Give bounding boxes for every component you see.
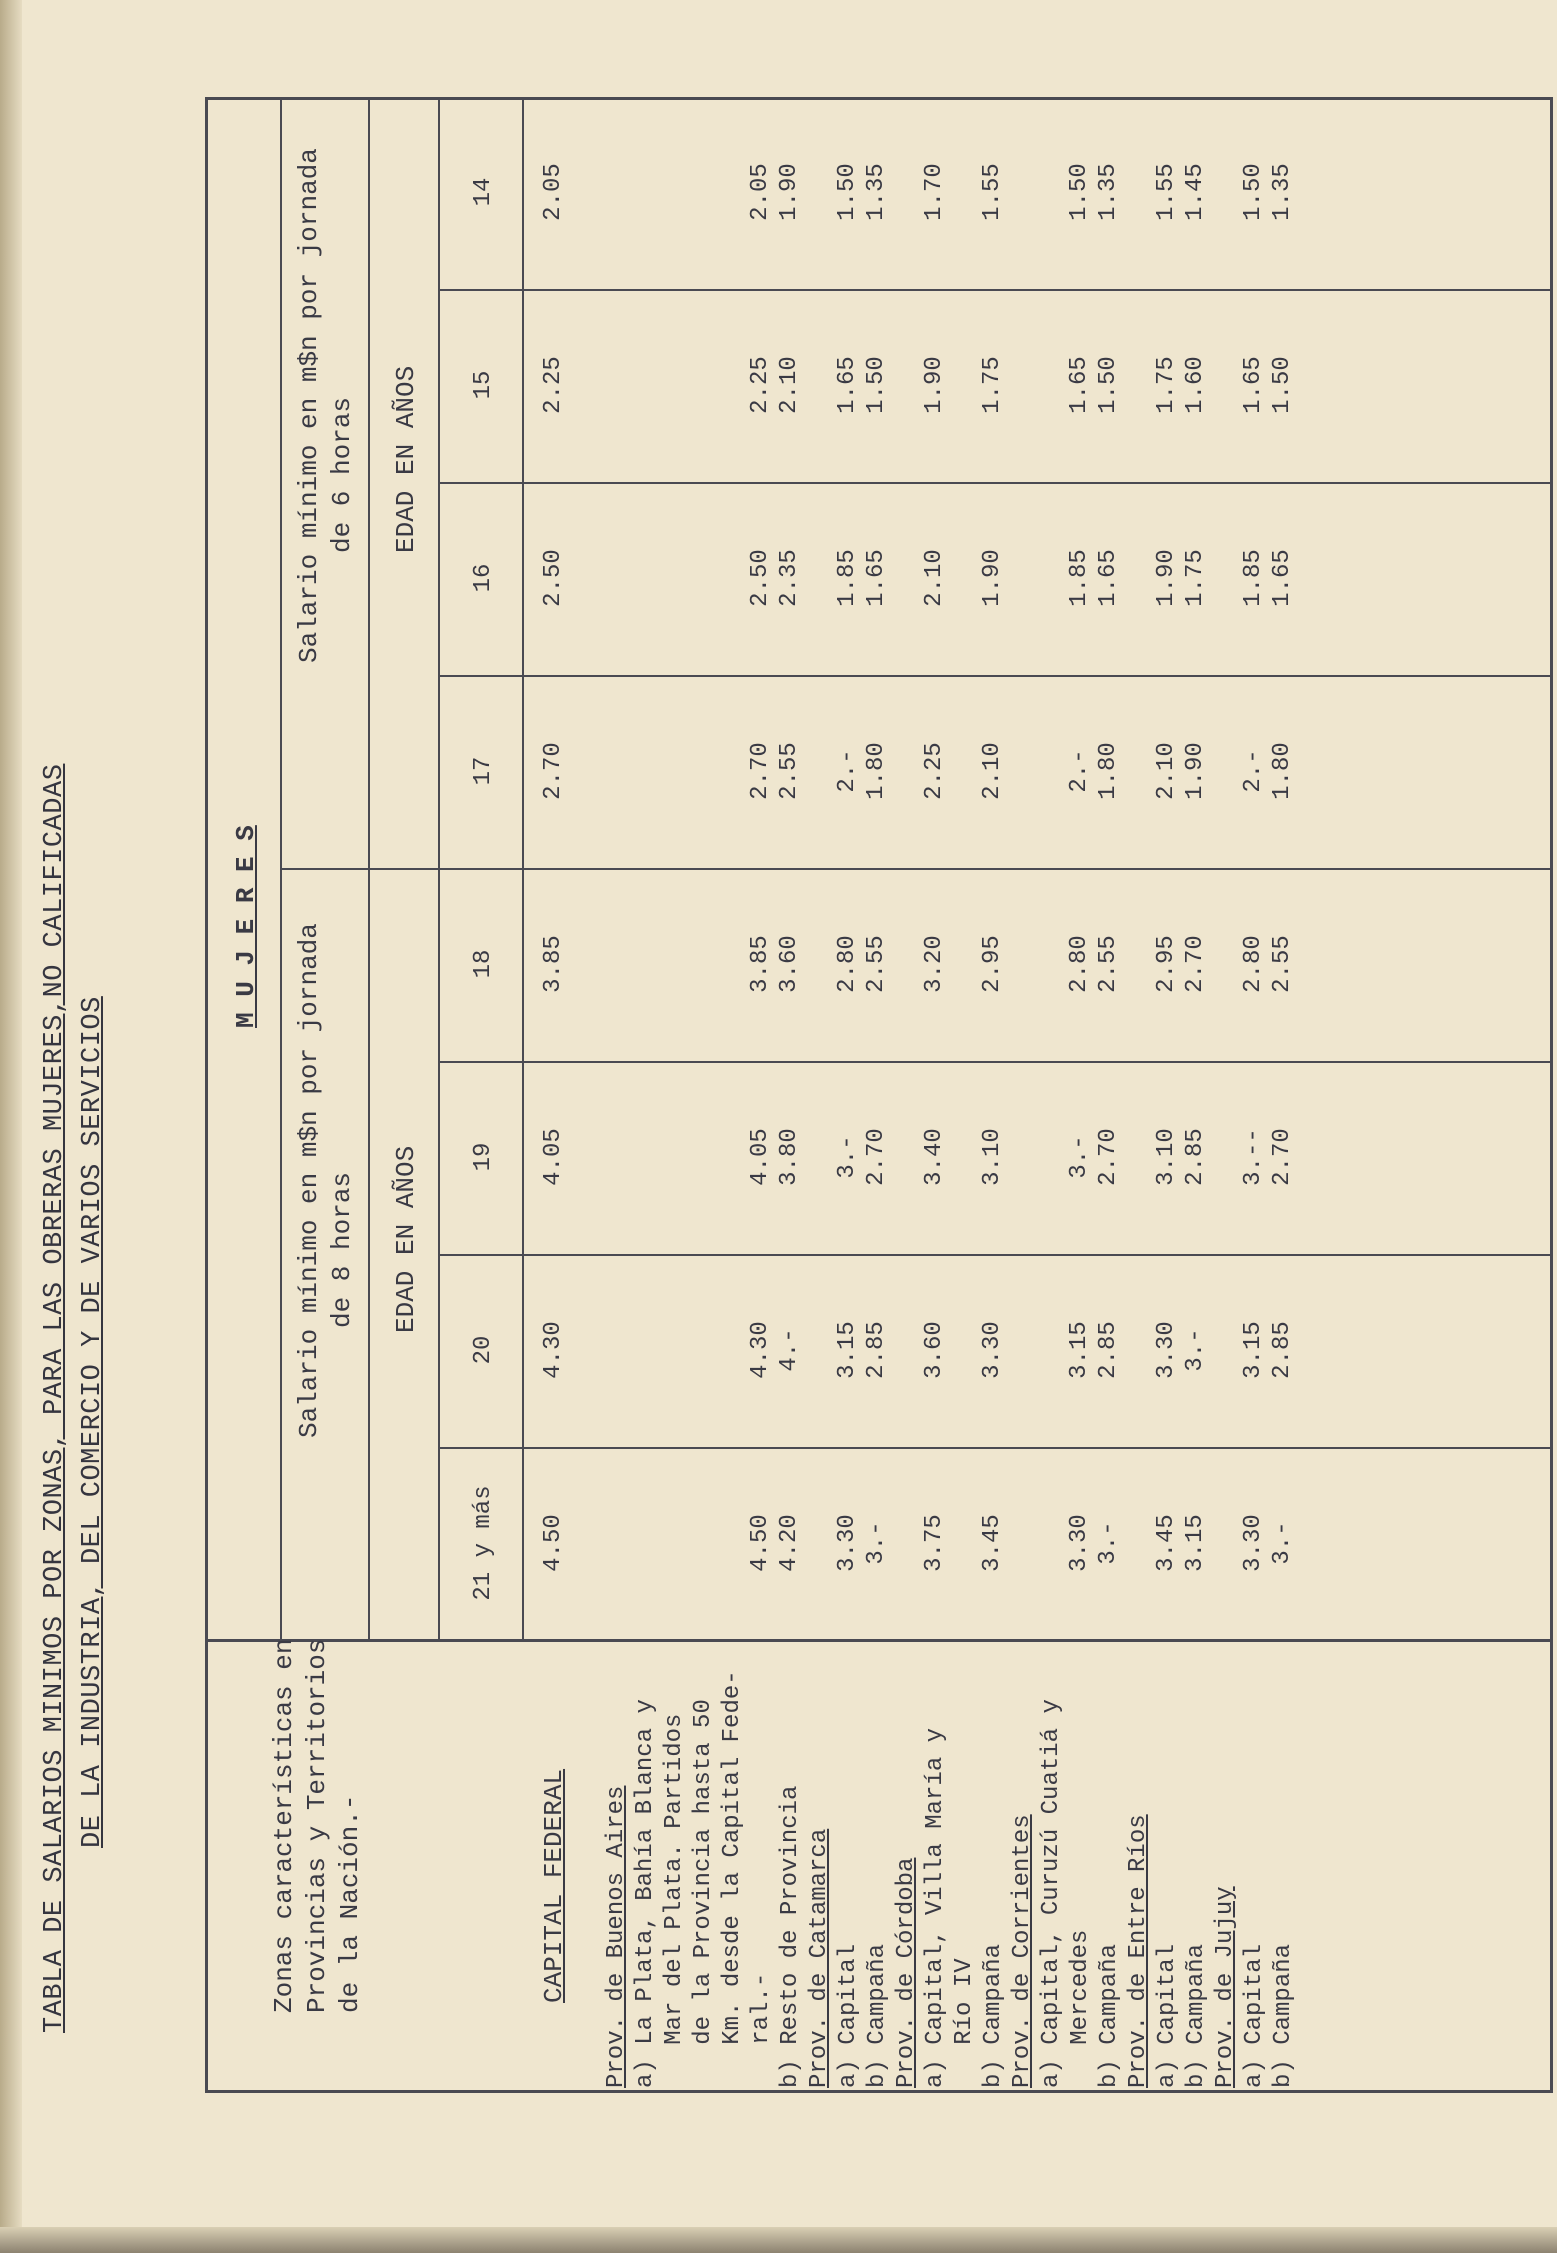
table-cell: 3.-- <box>1240 1128 1267 1186</box>
row-label: a) La Plata, Bahía Blanca y <box>632 1699 659 2088</box>
group6-edad: EDAD EN AÑOS <box>391 365 421 553</box>
table-cell: 2.70 <box>1095 1128 1122 1186</box>
table-cell: 3.10 <box>979 1128 1006 1186</box>
table-cell: 1.65 <box>863 549 890 607</box>
row-label: b) Campaña <box>1183 1943 1210 2088</box>
table-cell: 2.25 <box>921 742 948 800</box>
table-cell: 1.35 <box>1269 163 1296 221</box>
table-cell: 2.70 <box>863 1128 890 1186</box>
row-label: a) Capital <box>1154 1943 1181 2088</box>
table-cell: 3.15 <box>1240 1321 1267 1379</box>
mujeres-header: M U J E R E S <box>231 825 261 1028</box>
table-cell: 3.85 <box>747 935 774 993</box>
group6-line2: de 6 horas <box>327 396 357 553</box>
table-cell: 3.85 <box>540 935 567 993</box>
table-cell: 2.70 <box>540 742 567 800</box>
row-label-cordoba: Prov. de Córdoba <box>893 1857 920 2088</box>
table-cell: 2.95 <box>979 935 1006 993</box>
table-cell: 4.20 <box>776 1514 803 1572</box>
table-cell: 3.80 <box>776 1128 803 1186</box>
table-cell: 2.50 <box>747 549 774 607</box>
table-cell: 1.35 <box>1095 163 1122 221</box>
table-cell: 3.45 <box>1153 1514 1180 1572</box>
table-cell: 3.60 <box>921 1321 948 1379</box>
age-header-18: 18 <box>470 949 497 979</box>
table-cell: 1.65 <box>1066 356 1093 414</box>
table-cell: 3.30 <box>1153 1321 1180 1379</box>
table-border-top <box>205 98 208 2093</box>
header-data-divider <box>522 100 524 1642</box>
row-label: Mar del Plata. Partidos <box>661 1713 688 2088</box>
age-header-16: 16 <box>470 563 497 593</box>
table-cell: 1.85 <box>834 549 861 607</box>
table-cell: 3.75 <box>921 1514 948 1572</box>
zones-header-line2: Provincias y Territorios <box>302 1638 332 2013</box>
row-label: Mercedes <box>1067 1929 1094 2088</box>
table-cell: 3.30 <box>834 1514 861 1572</box>
table-cell: 2.85 <box>863 1321 890 1379</box>
table-cell: 1.35 <box>863 163 890 221</box>
table-cell: 1.65 <box>834 356 861 414</box>
row-label: b) Resto de Provincia <box>777 1785 804 2088</box>
table-cell: 3.- <box>1095 1521 1122 1565</box>
age-header-21: 21 y más <box>470 1485 497 1601</box>
table-cell: 3.15 <box>1182 1514 1209 1572</box>
row-label-entre-rios: Prov. de Entre Ríos <box>1125 1814 1152 2088</box>
col-divider-15 <box>438 482 1553 484</box>
table-cell: 4.30 <box>540 1321 567 1379</box>
table-cell: 1.50 <box>1095 356 1122 414</box>
zones-column-divider <box>205 1639 1553 1642</box>
row-label: Río IV <box>951 1958 978 2088</box>
col-divider-19 <box>438 1254 1553 1256</box>
table-cell: 2.55 <box>863 935 890 993</box>
table-cell: 2.55 <box>1095 935 1122 993</box>
row-label: b) Campaña <box>1096 1943 1123 2088</box>
table-cell: 1.85 <box>1066 549 1093 607</box>
table-cell: 1.70 <box>921 163 948 221</box>
age-header-15: 15 <box>470 370 497 400</box>
table-cell: 3.10 <box>1153 1128 1180 1186</box>
table-cell: 1.50 <box>1269 356 1296 414</box>
table-cell: 4.50 <box>540 1514 567 1572</box>
row-label: a) Capital <box>1241 1943 1268 2088</box>
group8-line1: Salario mínimo en m$n por jornada <box>294 923 324 1438</box>
row-label-jujuy: Prov. de Jujuy <box>1212 1886 1239 2088</box>
table-cell: 2.10 <box>776 356 803 414</box>
table-cell: 2.70 <box>1182 935 1209 993</box>
age-header-14: 14 <box>470 177 497 207</box>
table-cell: 1.90 <box>1182 742 1209 800</box>
table-cell: 1.75 <box>1182 549 1209 607</box>
table-cell: 4.05 <box>747 1128 774 1186</box>
row-label: ral.- <box>748 1972 775 2088</box>
row-label-capital-federal: CAPITAL FEDERAL <box>539 1768 569 2003</box>
table-cell: 3.- <box>863 1521 890 1565</box>
table-cell: 3.15 <box>834 1321 861 1379</box>
table-cell: 1.50 <box>1066 163 1093 221</box>
table-cell: 2.10 <box>1153 742 1180 800</box>
table-cell: 1.50 <box>863 356 890 414</box>
table-cell: 3.40 <box>921 1128 948 1186</box>
row-label: a) Capital <box>835 1943 862 2088</box>
table-cell: 4.30 <box>747 1321 774 1379</box>
table-cell: 3.30 <box>1240 1514 1267 1572</box>
table-cell: 3.- <box>1182 1328 1209 1372</box>
table-cell: 1.75 <box>1153 356 1180 414</box>
table-cell: 1.90 <box>921 356 948 414</box>
table-cell: 1.75 <box>979 356 1006 414</box>
table-cell: 1.65 <box>1095 549 1122 607</box>
row-label-catamarca: Prov. de Catamarca <box>806 1828 833 2088</box>
table-border-bottom <box>1550 98 1553 2093</box>
table-cell: 1.90 <box>776 163 803 221</box>
table-cell: 2.10 <box>921 549 948 607</box>
salario-divider <box>368 100 370 1642</box>
table-border-left <box>205 2090 1553 2093</box>
edad-divider <box>438 100 440 1642</box>
col-divider-20 <box>438 1447 1553 1449</box>
table-cell: 2.95 <box>1153 935 1180 993</box>
group-divider <box>280 868 1553 870</box>
col-divider-18 <box>438 1061 1553 1063</box>
table-cell: 2.- <box>834 749 861 793</box>
table-cell: 1.55 <box>979 163 1006 221</box>
table-cell: 2.10 <box>979 742 1006 800</box>
table-cell: 1.80 <box>863 742 890 800</box>
row-label: de la Provincia hasta 50 <box>690 1699 717 2088</box>
table-cell: 1.50 <box>1240 163 1267 221</box>
table-cell: 1.50 <box>834 163 861 221</box>
table-cell: 4.50 <box>747 1514 774 1572</box>
table-cell: 2.55 <box>1269 935 1296 993</box>
table-cell: 3.30 <box>979 1321 1006 1379</box>
table-cell: 2.70 <box>1269 1128 1296 1186</box>
table-cell: 2.05 <box>747 163 774 221</box>
table-cell: 2.80 <box>834 935 861 993</box>
table-cell: 3.45 <box>979 1514 1006 1572</box>
table-cell: 2.55 <box>776 742 803 800</box>
table-cell: 2.70 <box>747 742 774 800</box>
table-cell: 1.65 <box>1269 549 1296 607</box>
table-cell: 2.85 <box>1095 1321 1122 1379</box>
table-cell: 2.80 <box>1240 935 1267 993</box>
table-cell: 4.05 <box>540 1128 567 1186</box>
document-title-line1: TABLA DE SALARIOS MINIMOS POR ZONAS, PARA LAS OBRERAS MUJERES,NO CALIFICADAS <box>40 763 70 2033</box>
mujeres-divider <box>280 100 282 1642</box>
table-cell: 3.15 <box>1066 1321 1093 1379</box>
table-cell: 3.20 <box>921 935 948 993</box>
row-label-buenos-aires: Prov. de Buenos Aires <box>603 1785 630 2088</box>
table-cell: 3.- <box>834 1135 861 1179</box>
table-cell: 2.25 <box>540 356 567 414</box>
col-divider-16 <box>438 675 1553 677</box>
age-header-17: 17 <box>470 756 497 786</box>
table-border-right <box>205 97 1553 100</box>
row-label: b) Campaña <box>864 1943 891 2088</box>
table-cell: 3.60 <box>776 935 803 993</box>
row-label: b) Campaña <box>980 1943 1007 2088</box>
table-cell: 2.- <box>1066 749 1093 793</box>
table-cell: 1.80 <box>1095 742 1122 800</box>
table-cell: 1.90 <box>979 549 1006 607</box>
table-cell: 1.45 <box>1182 163 1209 221</box>
zones-header-line1: Zonas características en <box>269 1638 299 2013</box>
age-header-19: 19 <box>470 1142 497 1172</box>
table-cell: 2.- <box>1240 749 1267 793</box>
table-cell: 2.50 <box>540 549 567 607</box>
table-cell: 2.80 <box>1066 935 1093 993</box>
table-cell: 2.85 <box>1182 1128 1209 1186</box>
row-label: a) Capital, Villa María y <box>922 1727 949 2088</box>
table-cell: 1.90 <box>1153 549 1180 607</box>
document-title-line2: DE LA INDUSTRIA, DEL COMERCIO Y DE VARIOS SERVICIOS <box>78 996 108 1848</box>
table-cell: 4.- <box>776 1328 803 1372</box>
row-label: Km. desde la Capital Fede- <box>719 1670 746 2088</box>
group8-edad: EDAD EN AÑOS <box>391 1145 421 1333</box>
table-cell: 1.65 <box>1240 356 1267 414</box>
group6-line1: Salario mínimo en m$n por jornada <box>294 148 324 663</box>
zones-header-line3: de la Nación.- <box>335 1794 365 2013</box>
col-divider-14 <box>438 289 1553 291</box>
table-cell: 2.25 <box>747 356 774 414</box>
table-cell: 1.85 <box>1240 549 1267 607</box>
table-cell: 1.60 <box>1182 356 1209 414</box>
table-cell: 2.35 <box>776 549 803 607</box>
age-header-20: 20 <box>470 1335 497 1365</box>
row-label: b) Campaña <box>1270 1943 1297 2088</box>
table-cell: 3.- <box>1269 1521 1296 1565</box>
table-cell: 2.85 <box>1269 1321 1296 1379</box>
row-label: a) Capital, Curuzú Cuatiá y <box>1038 1699 1065 2088</box>
table-cell: 2.05 <box>540 163 567 221</box>
group8-line2: de 8 horas <box>327 1171 357 1328</box>
table-cell: 3.30 <box>1066 1514 1093 1572</box>
table-cell: 1.80 <box>1269 742 1296 800</box>
table-cell: 1.55 <box>1153 163 1180 221</box>
row-label-corrientes: Prov. de Corrientes <box>1009 1814 1036 2088</box>
table-cell: 3.- <box>1066 1135 1093 1179</box>
